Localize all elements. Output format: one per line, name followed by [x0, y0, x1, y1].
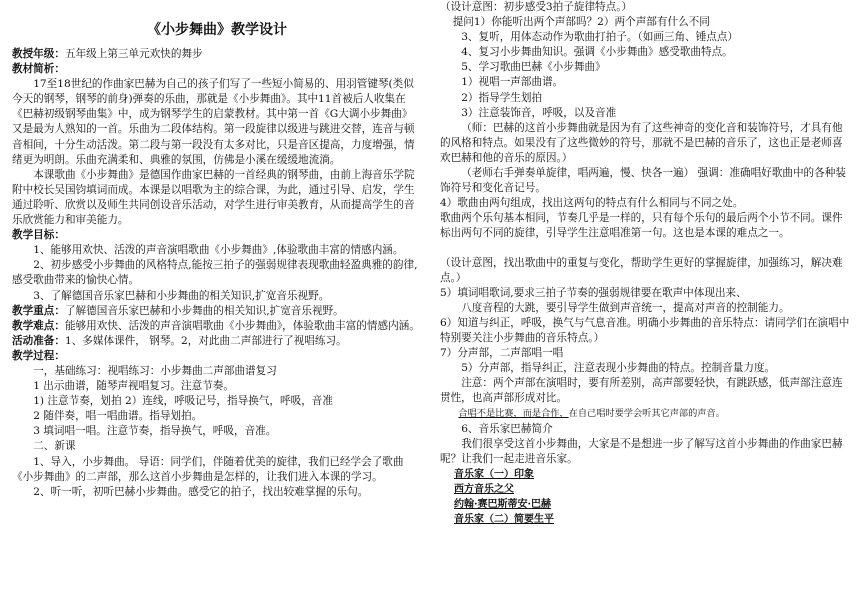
right-line-19: 注意：两个声部在演唱时，要有所差别，高声部要轻快，有跳跃感，低声部注意连贯性，也高声部形成对比。	[440, 377, 843, 405]
grade-line	[12, 47, 422, 62]
right-line-12: 歌曲两个乐句基本相同，节奏几乎是一样的，只有每个乐句的最后两个小节不同。课件标出两句不同的旋律，引导学生注意唱准第一句。这也是本课的难点之一。	[440, 212, 843, 240]
right-teacher-demo: （老师右手弹奏单旋律，唱两遍，慢、快各一遍） 强调：准确唱好歌曲中的各种装饰符号和变化音记号。	[440, 167, 846, 195]
goals-label: 教学目标：	[12, 229, 65, 242]
right-line-5: 5、学习歌曲巴赫《小步舞曲》	[461, 61, 606, 74]
right-line-2: 提问1）你能听出两个声部吗？2）两个声部有什么不同	[452, 16, 710, 29]
step-1-item-3: 2 随伴奏，唱一唱曲谱。指导划拍。	[33, 410, 203, 423]
key-points-value: 了解德国音乐家巴赫和小步舞曲的相关知识,扩宽音乐视野。	[64, 304, 344, 317]
right-line-17: 7）分声部，二声部唱一唱	[440, 347, 564, 360]
grade-value: 五年级上第三单元欢快的舞步	[64, 48, 203, 60]
step-1-item-1: 1 出示曲谱，随琴声视唱复习。注意节奏。	[33, 380, 234, 393]
right-line-3: 3、复听，用体态动作为歌曲打拍子。（如画三角、锤点点）	[461, 31, 739, 44]
right-line-7: 2）指导学生划拍	[461, 91, 543, 104]
right-line-22: 我们很享受这首小步舞曲，大家是不是想进一步了解写这首小步舞曲的作曲家巴赫呢？让我们一起走进音乐家。	[440, 437, 843, 465]
analysis-paragraph-1: 17至18世纪的作曲家巴赫为自己的孩子们写了一些短小简易的、用羽管键琴(类似今天的钢琴，钢琴的前身)弹奏的乐曲，那就是《小步舞曲》。其中11首被后人收集在《巴赫初级钢琴曲集》中，成为钢琴学生的启蒙教材。其中第一首《G大调小步舞曲》又是最为人熟知的一首。乐曲为二段体结构。第一段旋律以级进与跳进交替，连音与顿音相间，十分生动活泼。第二段与第一段没有太多对比，只是音区提高，力度增强，情绪更为明朗。乐曲充满柔和、典雅的氛围，仿佛是小溪在缓缓地流淌。	[12, 78, 415, 166]
left-column	[12, 0, 422, 500]
analysis-paragraph-2: 本课歌曲《小步舞曲》是德国作曲家巴赫的一首经典的钢琴曲，由前上海音乐学院附中校长吴国钧填词而成。本课是以唱歌为主的综合课，为此，通过引导、启发，学生通过聆听、欣赏以及师生共同创设音乐活动，对学生进行审美教育，从而提高学生的音乐欣赏能力和审美能力。	[12, 168, 415, 227]
right-line-15: 八度音程的大跳，要引导学生做到声音统一，提高对声音的控制能力。	[461, 301, 790, 314]
key-points-label: 教学重点：	[12, 304, 65, 317]
step-1-item-4: 3 填词唱一唱。注意节奏，指导换气，呼吸，音准。	[33, 425, 277, 438]
right-line-21: 6、音乐家巴赫简介	[461, 422, 553, 435]
step-2-item-2: 2、听一听，初听巴赫小步舞曲。感受它的拍子，找出较难掌握的乐句。	[33, 485, 369, 498]
right-line-14: 5）填词唱歌词,要求三拍子节奏的强弱规律要在歌声中体现出来、	[440, 286, 747, 299]
right-line-18: 5）分声部，指导纠正，注意表现小步舞曲的特点。控制音量力度。	[461, 362, 776, 375]
preparation-line	[12, 334, 422, 349]
right-line-6: 1）视唱一声部曲谱。	[461, 76, 564, 89]
right-column	[440, 0, 850, 527]
preparation-label: 活动准备：	[12, 334, 65, 347]
spacer	[440, 242, 850, 256]
reference-3: 约翰·赛巴斯蒂安·巴赫	[454, 499, 551, 510]
goal-2: 2、初步感受小步舞曲的风格特点,能按三拍子的强弱规律表现歌曲轻盈典雅的韵律,感受歌曲带来的愉快心情。	[12, 259, 418, 287]
right-line-11: 4）歌曲由两句组成，找出这两句的特点有什么相同与不同之处。	[440, 197, 744, 210]
process-label: 教学过程：	[12, 349, 65, 362]
difficulty-label: 教学难点：	[12, 319, 65, 332]
step-2-heading: 二、新课	[33, 440, 76, 453]
step-2-item-1: 1、导入，小步舞曲。 导语：同学们，伴随着优美的旋律，我们已经学会了歌曲《小步舞曲》的二声部，那么这首小步舞曲是怎样的，让我们进入本课的学习。	[12, 455, 404, 483]
reference-4: 音乐家（二）简要生平	[454, 514, 554, 526]
difficulty-line	[12, 319, 422, 334]
goal-1: 1、能够用欢快、活泼的声音演唱歌曲《小步舞曲》,体验歌曲丰富的情感内涵。	[33, 244, 404, 257]
right-line-1: （设计意图：初步感受3拍子旋律特点。）	[440, 1, 633, 13]
grade-label: 教授年级：	[12, 48, 65, 60]
right-line-16: 6）知道与纠正，呼吸，换气与气息音准。明确小步舞曲的音乐特点：请同学们在演唱中特别要关注小步舞曲的音乐特点。）	[440, 316, 850, 344]
right-line-20	[440, 406, 850, 421]
reference-2: 西方音乐之父	[454, 483, 514, 495]
right-line-8: 3）注意装饰音，呼吸，以及音准	[461, 106, 617, 119]
chorus-note-underlined: 合唱不是比赛，而是合作，	[458, 408, 569, 420]
difficulty-value: 能够用欢快、活泼的声音演唱歌曲《小步舞曲》，体验歌曲丰富的情感内涵。	[64, 319, 420, 332]
reference-1: 音乐家（一）印象	[454, 468, 534, 480]
right-teacher-note: （师：巴赫的这首小步舞曲就是因为有了这些神奇的变化音和装饰符号，才具有他的风格和特点。如果没有了这些微妙的符号，那就不是巴赫的音乐了，这也正是老师喜欢巴赫和他的音乐的原因。）	[440, 121, 843, 164]
chorus-note-rest: 在自己唱时要学会听其它声部的声音。	[568, 408, 725, 420]
step-1-item-2: 1) 注意节奏，划拍 2）连线，呼吸记号，指导换气，呼吸，音准	[33, 395, 333, 408]
right-line-13: （设计意图，找出歌曲中的重复与变化，帮助学生更好的掌握旋律，加强练习，解决难点。）	[440, 256, 843, 284]
document-title: 《小步舞曲》教学设计	[147, 22, 287, 38]
preparation-value: 1、多媒体课件， 钢琴。2，对此曲二声部进行了视唱练习。	[64, 334, 347, 347]
analysis-label: 教材简析：	[12, 63, 65, 76]
key-points-line	[12, 304, 422, 319]
goal-3: 3、了解德国音乐家巴赫和小步舞曲的相关知识,扩宽音乐视野。	[33, 289, 330, 302]
step-1-heading: 一，基础练习：视唱练习：小步舞曲二声部曲谱复习	[33, 364, 277, 377]
right-line-4: 4、复习小步舞曲知识。强调《小步舞曲》感受歌曲特点。	[461, 46, 733, 59]
